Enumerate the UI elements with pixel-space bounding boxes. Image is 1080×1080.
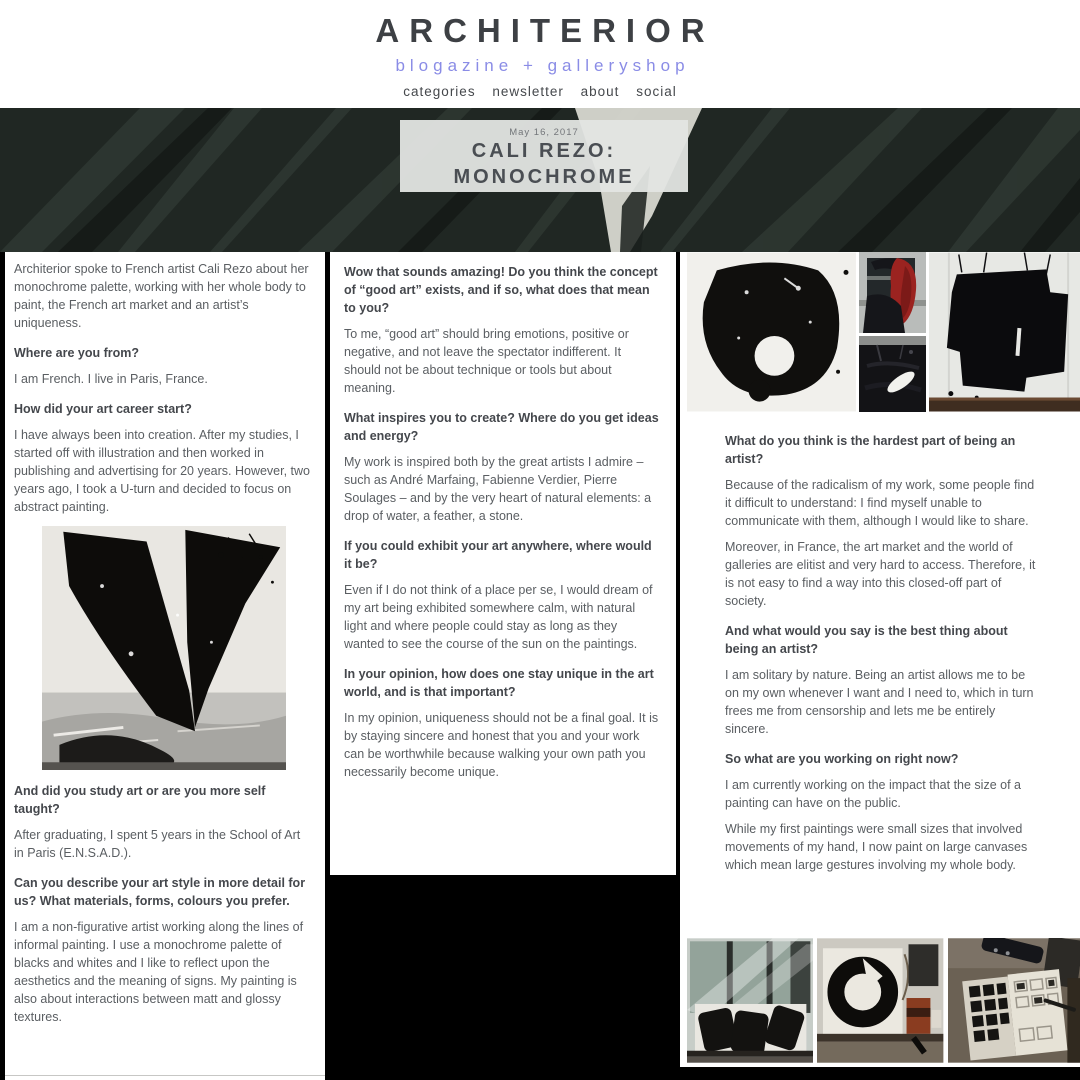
main-nav	[0, 84, 1080, 99]
interview-answer: To me, “good art” should bring emotions, positive or negative, and not leave the spectator indifferent. It should not be about technique or tools but about meaning.	[344, 327, 629, 395]
nav-newsletter[interactable]: newsletter	[492, 84, 564, 99]
intro-paragraph: Architerior spoke to French artist Cali Rezo about her monochrome palette, working with her whole body to paint, the French art market and an artist’s uniqueness.	[14, 262, 309, 330]
interview-question: In your opinion, how does one stay unique in the art world, and is that important?	[344, 667, 654, 699]
post-date: May 16, 2017	[509, 127, 579, 138]
figure-abstract-ink-painting	[42, 526, 286, 770]
interview-question: So what are you working on right now?	[725, 752, 959, 766]
column-right	[680, 252, 1080, 1067]
photo-artist-at-work	[859, 252, 926, 333]
post-title-line1: CALI REZO:	[471, 140, 617, 162]
interview-question: What inspires you to create? Where do you get ideas and energy?	[344, 411, 659, 443]
site-header	[0, 0, 1080, 108]
column-left	[5, 252, 325, 1080]
photo-blob-painting	[687, 252, 856, 412]
nav-social[interactable]: social	[636, 84, 677, 99]
divider	[5, 1075, 325, 1076]
interview-answer: I am solitary by nature. Being an artist allows me to be on my own whenever I want and I need to, which in turn frees me from censorship and lets me be entirely sincere.	[725, 668, 1034, 736]
interview-answer: I am French. I live in Paris, France.	[14, 372, 208, 386]
photo-grid-top	[680, 252, 1080, 412]
interview-question: If you could exhibit your art anywhere, where would it be?	[344, 539, 652, 571]
interview-answer: Even if I do not think of a place per se, I would dream of my art being exhibited somewhere calm, with natural light and where people could stay as long as they wanted to see the course of the sun on the paintings.	[344, 583, 653, 651]
interview-answer: Because of the radicalism of my work, some people find it difficult to understand: I find myself unable to communicate with them, although I would like to share.	[725, 478, 1035, 528]
interview-question: And did you study art or are you more self taught?	[14, 784, 266, 816]
post-title-card	[400, 120, 688, 192]
photo-stack	[859, 252, 926, 412]
interview-answer: My work is inspired both by the great artists I admire – such as André Marfaing, Fabienne Verdier, Pierre Soulages – and by the very heart of natural elements: a drop of water, a feather, a stone.	[344, 455, 652, 523]
photo-painting-closeup	[859, 336, 926, 412]
interview-question: How did your art career start?	[14, 402, 192, 416]
interview-answer: Moreover, in France, the art market and the world of galleries are elitist and very hard to access. Therefore, it is not easy to find a way into this closed-off part of society.	[725, 540, 1036, 608]
interview-question: Wow that sounds amazing! Do you think the concept of “good art” exists, and if so, what does that mean to you?	[344, 265, 658, 315]
interview-answer: I am currently working on the impact that the size of a painting can have on the public.	[725, 778, 1021, 810]
interview-answer: After graduating, I spent 5 years in the School of Art in Paris (E.N.S.A.D.).	[14, 828, 301, 860]
photo-circle-painting	[817, 938, 943, 1063]
hero-banner	[0, 108, 1080, 252]
post-title-line2: MONOCHROME	[453, 166, 635, 188]
site-logo[interactable]: ARCHITERIOR	[375, 12, 715, 49]
interview-question: What do you think is the hardest part of being an artist?	[725, 434, 1016, 466]
site-tagline: blogazine + galleryshop	[395, 56, 690, 75]
interview-answer: I am a non-figurative artist working along the lines of informal painting. I use a monochrome palette of blacks and whites and I like to reflect upon the aesthetics and the meaning of signs. My painting is also about interactions between matt and glossy textures.	[14, 920, 304, 1024]
photo-black-square-painting	[929, 252, 1080, 412]
photo-studio-window	[687, 938, 813, 1063]
interview-answer: In my opinion, uniqueness should not be a final goal. It is by staying sincere and honest that you and your work can be worthwhile because walking your own path you necessarily become unique.	[344, 711, 659, 779]
photo-grid-bottom	[687, 938, 1080, 1063]
interview-question: Can you describe your art style in more detail for us? What materials, forms, colours you prefer.	[14, 876, 306, 908]
nav-about[interactable]: about	[580, 84, 620, 99]
article-area	[0, 108, 1080, 1080]
nav-categories[interactable]: categories	[403, 84, 476, 99]
interview-answer: I have always been into creation. After my studies, I started off with illustration and then worked in publishing and advertising for 20 years. However, two years ago, I took a U-turn and decided to focus on abstract painting.	[14, 428, 310, 514]
photo-sketchbook	[948, 938, 1080, 1063]
right-column-text	[680, 412, 1080, 938]
interview-question: And what would you say is the best thing about being an artist?	[725, 624, 1008, 656]
interview-answer: While my first paintings were small sizes that involved movements of my hand, I now paint on large canvases which mean large gestures involving my whole body.	[725, 822, 1028, 872]
column-middle	[330, 252, 676, 875]
interview-question: Where are you from?	[14, 346, 140, 360]
